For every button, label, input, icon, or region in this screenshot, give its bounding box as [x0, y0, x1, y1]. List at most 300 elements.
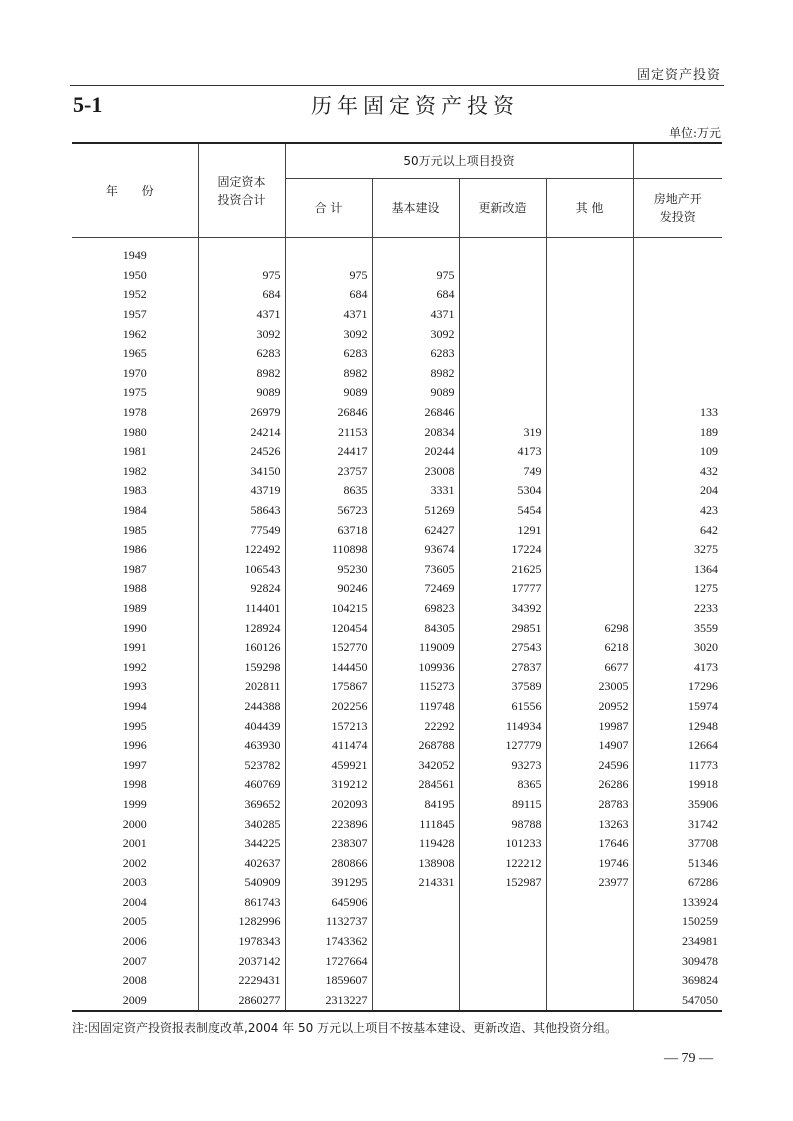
cell-renewal: 749: [459, 462, 546, 482]
cell-renewal: 17224: [459, 540, 546, 560]
cell-basic: 26846: [372, 403, 459, 423]
cell-basic: 23008: [372, 462, 459, 482]
cell-total: 6283: [198, 344, 285, 364]
cell-basic: [372, 912, 459, 932]
cell-subtotal: 684: [285, 285, 372, 305]
cell-basic: 119428: [372, 834, 459, 854]
table-title: 历年固定资产投资: [311, 94, 519, 118]
table-row: [72, 697, 722, 717]
cell-basic: [372, 951, 459, 971]
page-number: — 79 —: [664, 1051, 713, 1066]
cell-total: 861743: [198, 893, 285, 913]
table-row: [72, 324, 722, 344]
table-row: [72, 951, 722, 971]
cell-subtotal: 24417: [285, 442, 372, 462]
cell-basic: 111845: [372, 814, 459, 834]
cell-basic: 119748: [372, 697, 459, 717]
cell-renewal: [459, 893, 546, 913]
table-row: [72, 657, 722, 677]
cell-renewal: 4173: [459, 442, 546, 462]
cell-subtotal: 1859607: [285, 971, 372, 991]
cell-subtotal: 391295: [285, 873, 372, 893]
cell-renewal: [459, 951, 546, 971]
cell-other: [546, 501, 633, 521]
cell-other: [546, 266, 633, 286]
cell-subtotal: 175867: [285, 677, 372, 697]
cell-renewal: [459, 912, 546, 932]
cell-subtotal: 120454: [285, 618, 372, 638]
table-row: [72, 285, 722, 305]
cell-total: 159298: [198, 657, 285, 677]
table-row: [72, 560, 722, 580]
cell-subtotal: 26846: [285, 403, 372, 423]
cell-renewal: 34392: [459, 599, 546, 619]
cell-year: 2006: [122, 934, 147, 949]
cell-year: 1994: [122, 698, 147, 713]
cell-renewal: 122212: [459, 853, 546, 873]
cell-renewal: [459, 364, 546, 384]
cell-renewal: [459, 344, 546, 364]
cell-subtotal: 9089: [285, 383, 372, 403]
cell-realestate: 133: [633, 403, 722, 423]
cell-renewal: [459, 971, 546, 991]
header-group: 50万元以上项目投资: [285, 143, 633, 179]
cell-renewal: 29851: [459, 618, 546, 638]
cell-other: [546, 991, 633, 1012]
cell-other: [546, 462, 633, 482]
table-row: [72, 677, 722, 697]
table-row: [72, 305, 722, 325]
cell-basic: 84195: [372, 795, 459, 815]
cell-realestate: 17296: [633, 677, 722, 697]
cell-year: 1996: [122, 738, 147, 753]
cell-realestate: 234981: [633, 932, 722, 952]
cell-subtotal: 202093: [285, 795, 372, 815]
cell-other: 19746: [546, 853, 633, 873]
cell-other: 6298: [546, 618, 633, 638]
cell-renewal: 37589: [459, 677, 546, 697]
cell-subtotal: [285, 246, 372, 266]
cell-basic: 138908: [372, 853, 459, 873]
cell-year: 2004: [122, 894, 147, 909]
cell-renewal: 21625: [459, 560, 546, 580]
cell-other: 26286: [546, 775, 633, 795]
cell-year: 1965: [122, 346, 147, 361]
cell-total: 77549: [198, 520, 285, 540]
cell-other: 23977: [546, 873, 633, 893]
cell-renewal: 93273: [459, 755, 546, 775]
cell-realestate: 3275: [633, 540, 722, 560]
cell-other: [546, 579, 633, 599]
cell-basic: 72469: [372, 579, 459, 599]
cell-realestate: 432: [633, 462, 722, 482]
cell-year: 1986: [122, 542, 147, 557]
cell-realestate: 12664: [633, 736, 722, 756]
cell-renewal: 98788: [459, 814, 546, 834]
cell-realestate: [633, 305, 722, 325]
cell-total: 975: [198, 266, 285, 286]
spacer-cell: [72, 238, 198, 247]
cell-realestate: 547050: [633, 991, 722, 1012]
cell-year: 1978: [122, 405, 147, 420]
cell-renewal: 17777: [459, 579, 546, 599]
table-row: [72, 736, 722, 756]
spacer-cell: [372, 238, 459, 247]
cell-realestate: 133924: [633, 893, 722, 913]
cell-realestate: [633, 285, 722, 305]
cell-year: 2005: [122, 914, 147, 929]
cell-total: 26979: [198, 403, 285, 423]
cell-total: 160126: [198, 638, 285, 658]
cell-total: 2229431: [198, 971, 285, 991]
cell-basic: 6283: [372, 344, 459, 364]
cell-other: [546, 599, 633, 619]
cell-basic: 284561: [372, 775, 459, 795]
table-number: 5-1: [73, 92, 103, 117]
cell-year: 2001: [122, 836, 147, 851]
cell-basic: 3092: [372, 324, 459, 344]
cell-subtotal: 95230: [285, 560, 372, 580]
cell-other: [546, 540, 633, 560]
cell-basic: 342052: [372, 755, 459, 775]
cell-total: 24526: [198, 442, 285, 462]
cell-subtotal: 104215: [285, 599, 372, 619]
table-row: [72, 814, 722, 834]
cell-total: [198, 246, 285, 266]
header-total-text: 固定资本投资合计: [217, 174, 266, 207]
cell-realestate: 2233: [633, 599, 722, 619]
table-row: [72, 481, 722, 501]
running-head: 固定资产投资: [636, 68, 721, 83]
cell-basic: 119009: [372, 638, 459, 658]
cell-year: 1997: [122, 757, 147, 772]
cell-subtotal: 157213: [285, 716, 372, 736]
cell-year: 1970: [122, 365, 147, 380]
cell-renewal: [459, 991, 546, 1012]
cell-other: 24596: [546, 755, 633, 775]
cell-subtotal: 1132737: [285, 912, 372, 932]
table-row: [72, 716, 722, 736]
cell-subtotal: 152770: [285, 638, 372, 658]
cell-subtotal: 280866: [285, 853, 372, 873]
cell-subtotal: 645906: [285, 893, 372, 913]
cell-renewal: 89115: [459, 795, 546, 815]
cell-total: 106543: [198, 560, 285, 580]
cell-realestate: 67286: [633, 873, 722, 893]
cell-realestate: 189: [633, 422, 722, 442]
cell-basic: 8982: [372, 364, 459, 384]
cell-renewal: 27543: [459, 638, 546, 658]
cell-total: 43719: [198, 481, 285, 501]
cell-subtotal: 223896: [285, 814, 372, 834]
cell-basic: 20834: [372, 422, 459, 442]
cell-realestate: 109: [633, 442, 722, 462]
table-row: [72, 834, 722, 854]
table-row: [72, 932, 722, 952]
cell-realestate: 309478: [633, 951, 722, 971]
cell-year: 1962: [122, 326, 147, 341]
cell-basic: [372, 991, 459, 1012]
cell-total: 24214: [198, 422, 285, 442]
cell-year: 1950: [122, 267, 147, 282]
cell-realestate: 31742: [633, 814, 722, 834]
spacer-cell: [285, 238, 372, 247]
cell-basic: 115273: [372, 677, 459, 697]
cell-total: 540909: [198, 873, 285, 893]
cell-realestate: 15974: [633, 697, 722, 717]
header-subtotal: 合 计: [285, 179, 372, 238]
cell-other: [546, 285, 633, 305]
cell-realestate: [633, 364, 722, 384]
cell-basic: 3331: [372, 481, 459, 501]
cell-renewal: [459, 324, 546, 344]
cell-year: 2003: [122, 875, 147, 890]
cell-other: [546, 520, 633, 540]
cell-subtotal: 3092: [285, 324, 372, 344]
cell-realestate: 4173: [633, 657, 722, 677]
cell-subtotal: 1743362: [285, 932, 372, 952]
table-row: [72, 755, 722, 775]
cell-realestate: [633, 344, 722, 364]
cell-realestate: 37708: [633, 834, 722, 854]
cell-subtotal: 90246: [285, 579, 372, 599]
table-row: [72, 442, 722, 462]
cell-realestate: 642: [633, 520, 722, 540]
cell-year: 2002: [122, 855, 147, 870]
cell-year: 1989: [122, 600, 147, 615]
cell-renewal: 319: [459, 422, 546, 442]
header-other: 其 他: [546, 179, 633, 238]
cell-other: [546, 442, 633, 462]
cell-basic: 22292: [372, 716, 459, 736]
cell-total: 460769: [198, 775, 285, 795]
cell-renewal: [459, 266, 546, 286]
cell-other: [546, 324, 633, 344]
cell-year: 2007: [122, 953, 147, 968]
cell-realestate: 3020: [633, 638, 722, 658]
cell-realestate: [633, 383, 722, 403]
cell-total: 523782: [198, 755, 285, 775]
cell-total: 369652: [198, 795, 285, 815]
cell-year: 1984: [122, 503, 147, 518]
cell-other: [546, 893, 633, 913]
cell-year: 1980: [122, 424, 147, 439]
cell-basic: 268788: [372, 736, 459, 756]
cell-realestate: 1275: [633, 579, 722, 599]
cell-realestate: [633, 246, 722, 266]
cell-other: 6218: [546, 638, 633, 658]
cell-basic: 62427: [372, 520, 459, 540]
cell-year: 2000: [122, 816, 147, 831]
cell-realestate: 423: [633, 501, 722, 521]
cell-other: [546, 951, 633, 971]
cell-total: 92824: [198, 579, 285, 599]
cell-year: 1981: [122, 444, 147, 459]
header-renewal: 更新改造: [459, 179, 546, 238]
cell-renewal: [459, 305, 546, 325]
cell-other: 23005: [546, 677, 633, 697]
cell-other: 6677: [546, 657, 633, 677]
cell-realestate: 35906: [633, 795, 722, 815]
cell-year: 1998: [122, 777, 147, 792]
cell-total: 244388: [198, 697, 285, 717]
table-body: [72, 238, 722, 1012]
cell-total: 8982: [198, 364, 285, 384]
cell-realestate: 11773: [633, 755, 722, 775]
table-row: [72, 638, 722, 658]
cell-year: 1990: [122, 620, 147, 635]
table-row: [72, 520, 722, 540]
cell-realestate: 3559: [633, 618, 722, 638]
table-row: [72, 462, 722, 482]
cell-subtotal: 202256: [285, 697, 372, 717]
spacer-cell: [198, 238, 285, 247]
cell-year: 1983: [122, 483, 147, 498]
cell-subtotal: 21153: [285, 422, 372, 442]
header-realestate: [633, 179, 722, 238]
cell-total: 114401: [198, 599, 285, 619]
spacer-cell: [546, 238, 633, 247]
cell-basic: 684: [372, 285, 459, 305]
cell-subtotal: 56723: [285, 501, 372, 521]
cell-basic: 93674: [372, 540, 459, 560]
spacer-cell: [459, 238, 546, 247]
cell-year: 1988: [122, 581, 147, 596]
cell-basic: 4371: [372, 305, 459, 325]
cell-total: 463930: [198, 736, 285, 756]
header-rule: [70, 85, 724, 86]
cell-realestate: 19918: [633, 775, 722, 795]
cell-total: 684: [198, 285, 285, 305]
cell-renewal: 114934: [459, 716, 546, 736]
cell-other: 14907: [546, 736, 633, 756]
cell-basic: 975: [372, 266, 459, 286]
table-row: [72, 344, 722, 364]
table-row: [72, 912, 722, 932]
cell-realestate: 12948: [633, 716, 722, 736]
cell-year: 1987: [122, 561, 147, 576]
header-basic: 基本建设: [372, 179, 459, 238]
cell-renewal: 61556: [459, 697, 546, 717]
table-row: [72, 893, 722, 913]
cell-renewal: [459, 246, 546, 266]
cell-renewal: 127779: [459, 736, 546, 756]
cell-year: 1982: [122, 463, 147, 478]
cell-renewal: [459, 403, 546, 423]
cell-other: [546, 246, 633, 266]
cell-total: 402637: [198, 853, 285, 873]
header-total: [198, 143, 285, 238]
investment-table: [72, 142, 722, 1012]
table-row: [72, 991, 722, 1012]
cell-total: 340285: [198, 814, 285, 834]
table-row: [72, 364, 722, 384]
table-row: [72, 540, 722, 560]
table-row: [72, 853, 722, 873]
cell-year: 1975: [122, 385, 147, 400]
cell-basic: 73605: [372, 560, 459, 580]
table-row: [72, 383, 722, 403]
cell-year: 1985: [122, 522, 147, 537]
cell-basic: [372, 971, 459, 991]
cell-year: 1957: [122, 307, 147, 322]
table-row: [72, 599, 722, 619]
cell-total: 2860277: [198, 991, 285, 1012]
cell-other: 17646: [546, 834, 633, 854]
cell-other: [546, 364, 633, 384]
footnote: 注:因固定资产投资报表制度改革,2004 年 50 万元以上项目不按基本建设、更新改造、其他投资分组。: [72, 1021, 618, 1035]
cell-realestate: 150259: [633, 912, 722, 932]
cell-subtotal: 319212: [285, 775, 372, 795]
cell-total: 202811: [198, 677, 285, 697]
spacer-row: [72, 238, 722, 247]
cell-subtotal: 144450: [285, 657, 372, 677]
cell-year: 2008: [122, 973, 147, 988]
cell-other: 13263: [546, 814, 633, 834]
cell-year: 1952: [122, 287, 147, 302]
cell-other: [546, 305, 633, 325]
table-row: [72, 422, 722, 442]
header-blank: [633, 143, 722, 179]
cell-subtotal: 411474: [285, 736, 372, 756]
cell-other: 20952: [546, 697, 633, 717]
cell-basic: 84305: [372, 618, 459, 638]
cell-subtotal: 8635: [285, 481, 372, 501]
cell-subtotal: 8982: [285, 364, 372, 384]
cell-realestate: 1364: [633, 560, 722, 580]
table-row: [72, 579, 722, 599]
table-row: [72, 971, 722, 991]
cell-basic: 51269: [372, 501, 459, 521]
table-row: [72, 795, 722, 815]
cell-total: 58643: [198, 501, 285, 521]
cell-renewal: [459, 932, 546, 952]
cell-subtotal: 63718: [285, 520, 372, 540]
cell-total: 344225: [198, 834, 285, 854]
cell-renewal: 152987: [459, 873, 546, 893]
cell-other: 28783: [546, 795, 633, 815]
cell-total: 9089: [198, 383, 285, 403]
cell-basic: 109936: [372, 657, 459, 677]
cell-renewal: 8365: [459, 775, 546, 795]
cell-renewal: [459, 383, 546, 403]
cell-other: [546, 932, 633, 952]
table-row: [72, 403, 722, 423]
cell-year: 2009: [122, 992, 147, 1007]
cell-total: 404439: [198, 716, 285, 736]
cell-realestate: 369824: [633, 971, 722, 991]
cell-renewal: 27837: [459, 657, 546, 677]
cell-subtotal: 23757: [285, 462, 372, 482]
header-realestate-text: 房地产开发投资: [653, 192, 702, 224]
cell-total: 34150: [198, 462, 285, 482]
cell-other: [546, 383, 633, 403]
cell-year: 1993: [122, 679, 147, 694]
cell-other: [546, 344, 633, 364]
cell-basic: 69823: [372, 599, 459, 619]
cell-realestate: [633, 324, 722, 344]
table-row: [72, 775, 722, 795]
cell-realestate: 204: [633, 481, 722, 501]
cell-total: 4371: [198, 305, 285, 325]
cell-year: 1999: [122, 796, 147, 811]
table-row: [72, 618, 722, 638]
cell-subtotal: 459921: [285, 755, 372, 775]
cell-other: 19987: [546, 716, 633, 736]
cell-basic: 9089: [372, 383, 459, 403]
cell-basic: [372, 932, 459, 952]
cell-renewal: 101233: [459, 834, 546, 854]
